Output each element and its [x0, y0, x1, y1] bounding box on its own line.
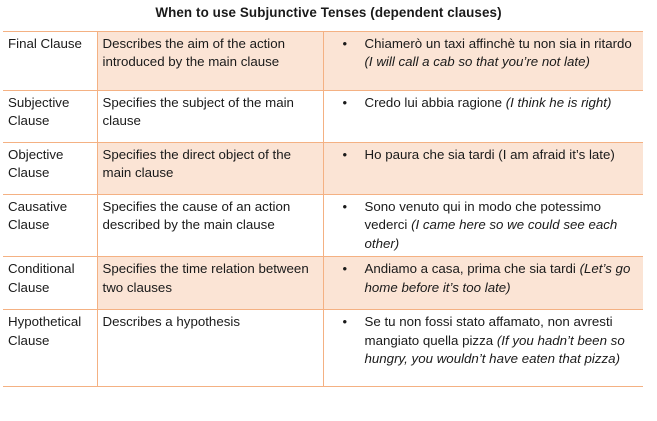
bullet-icon: •	[342, 95, 348, 110]
bullet-icon: •	[342, 261, 348, 277]
example-translation: (I think he is right)	[505, 95, 612, 110]
table-row	[3, 32, 643, 91]
clause-description: Specifies the subject of the main clause	[97, 91, 323, 143]
clause-name: Subjective Clause	[3, 91, 97, 143]
bullet-icon: •	[342, 36, 348, 51]
clause-description: Describes a hypothesis	[97, 310, 323, 387]
clause-example	[323, 310, 643, 387]
example-italian: Ho paura che sia tardi	[364, 147, 495, 162]
table-row	[3, 257, 643, 310]
clause-description: Specifies the cause of an action described by the main clause	[97, 195, 323, 257]
clause-description: Specifies the direct object of the main clause	[97, 143, 323, 195]
clause-name: Hypothetical Clause	[3, 310, 97, 387]
clause-description: Specifies the time relation between two clauses	[97, 257, 323, 310]
clause-description: Describes the aim of the action introduced by the main clause	[97, 32, 323, 91]
table-row	[3, 195, 643, 257]
example-italian: Andiamo a casa, prima che sia tardi	[364, 261, 576, 277]
clause-name: Objective Clause	[3, 143, 97, 195]
clause-example	[323, 257, 643, 310]
table-row	[3, 310, 643, 387]
bullet-icon: •	[342, 147, 348, 162]
table-row	[3, 91, 643, 143]
clause-example	[323, 195, 643, 257]
clause-example	[323, 32, 643, 91]
page-title: When to use Subjunctive Tenses (dependent clauses)	[155, 5, 502, 20]
clause-name: Causative Clause	[3, 195, 97, 257]
clause-example	[323, 143, 643, 195]
bullet-icon: •	[342, 199, 348, 214]
bullet-icon: •	[342, 314, 348, 330]
clause-name: Conditional Clause	[3, 257, 97, 310]
example-italian: Se tu non fossi stato affamato, non avresti mangiato quella pizza	[364, 314, 613, 348]
example-translation: (I will call a cab so that you’re not late)	[364, 54, 590, 70]
example-italian: Sono venuto qui in modo che potessimo vederci	[364, 199, 602, 233]
example-italian: Credo lui abbia ragione	[364, 95, 502, 110]
example-translation: (If you hadn’t been so hungry, you wouldn’t have eaten that pizza)	[364, 332, 625, 367]
example-translation: (Let’s go home before it’s too late)	[364, 261, 631, 295]
example-translation: (I came here so we could see each other)	[364, 217, 618, 251]
example-italian: Chiamerò un taxi affinchè tu non sia in ritardo	[364, 36, 632, 51]
clause-name: Final Clause	[3, 32, 97, 91]
clause-example	[323, 91, 643, 143]
subjunctive-table	[3, 31, 643, 387]
example-translation: (I am afraid it’s late)	[498, 147, 615, 162]
table-row	[3, 143, 643, 195]
